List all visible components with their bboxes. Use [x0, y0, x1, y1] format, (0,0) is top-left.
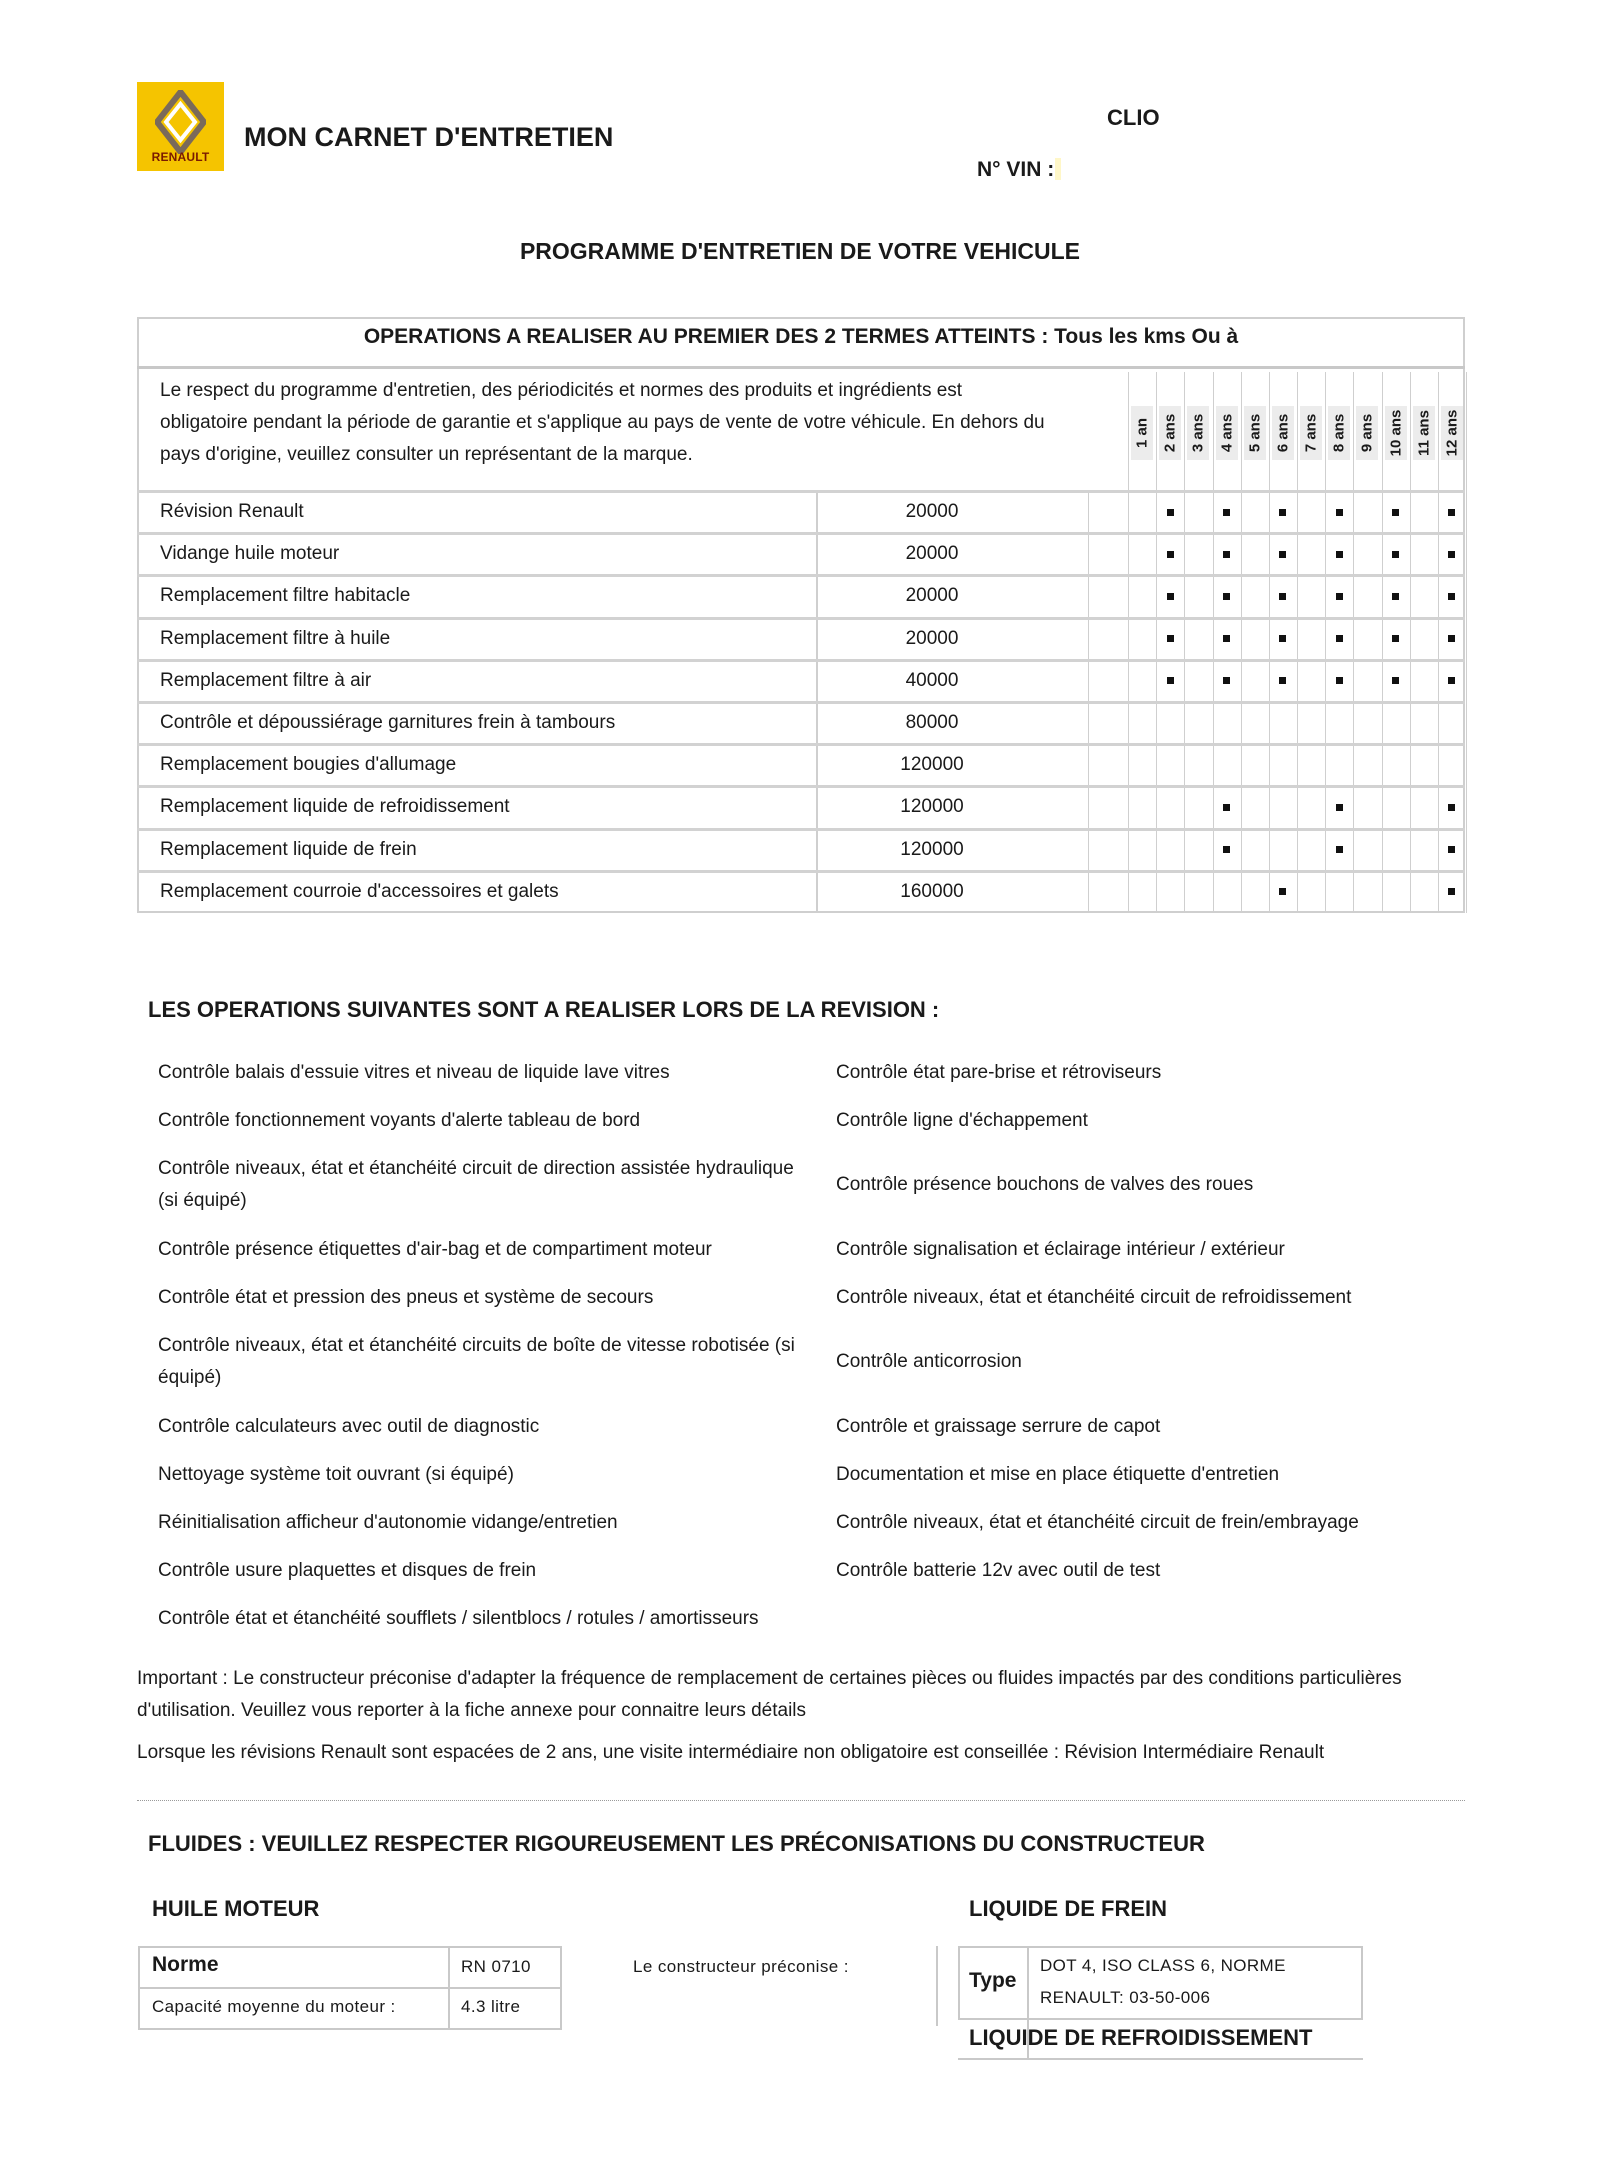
year-header-label: 8 ans — [1330, 413, 1348, 453]
year-header-cell — [1413, 406, 1435, 460]
section-divider — [137, 1800, 1465, 1801]
check-mark — [1167, 677, 1174, 684]
year-header-label: 4 ans — [1218, 413, 1235, 453]
year-header — [1128, 372, 1156, 462]
year-header — [1269, 372, 1297, 462]
year-header-label: 10 ans — [1387, 409, 1405, 457]
check-mark — [1336, 846, 1343, 853]
brake-type-label: Type — [969, 1969, 1017, 1992]
revision-item: Contrôle batterie 12v avec outil de test — [836, 1560, 1161, 1581]
year-header-label: 6 ans — [1274, 413, 1292, 453]
check-mark — [1336, 551, 1343, 558]
operation-km: 120000 — [900, 754, 964, 776]
operation-km: 160000 — [900, 880, 964, 902]
year-header-cell — [1244, 406, 1266, 460]
operation-label: Vidange huile moteur — [160, 543, 340, 565]
revision-title: LES OPERATIONS SUIVANTES SONT A REALISER LORS DE LA REVISION : — [148, 997, 940, 1022]
revision-item: Contrôle niveaux, état et étanchéité circuits de boîte de vitesse robotisée (si équipé) — [158, 1335, 795, 1388]
check-mark — [1448, 509, 1455, 516]
year-header — [1213, 372, 1241, 462]
program-title: PROGRAMME D'ENTRETIEN DE VOTRE VEHICULE — [519, 238, 1081, 264]
check-mark — [1336, 635, 1343, 642]
operation-label: Remplacement filtre habitacle — [160, 585, 411, 607]
year-header — [1410, 372, 1438, 462]
operation-km: 20000 — [905, 501, 959, 522]
document-title: MON CARNET D'ENTRETIEN — [244, 122, 614, 152]
check-mark — [1392, 509, 1399, 516]
year-header — [1438, 372, 1466, 462]
vin-field[interactable] — [1055, 158, 1061, 180]
oil-recommend-label: Le constructeur préconise : — [633, 1957, 849, 1976]
year-header-cell — [1187, 406, 1209, 460]
operation-label: Remplacement courroie d'accessoires et galets — [160, 880, 559, 902]
operation-km: 20000 — [905, 543, 959, 565]
year-header — [1184, 372, 1212, 462]
year-header — [1325, 372, 1353, 462]
brake-type-value-1: DOT 4, ISO CLASS 6, NORME — [1040, 1956, 1286, 1975]
operation-label: Remplacement liquide de refroidissement — [160, 796, 510, 818]
oil-capacity-label: Capacité moyenne du moteur : — [152, 1997, 396, 2016]
check-mark — [1167, 593, 1174, 600]
revision-item: Contrôle niveaux, état et étanchéité circuit de direction assistée hydraulique (si équipé) — [158, 1158, 794, 1211]
operation-km: 120000 — [900, 838, 964, 860]
check-mark — [1392, 635, 1399, 642]
brake-type-value-2: RENAULT: 03-50-006 — [1040, 1988, 1211, 2007]
check-mark — [1336, 677, 1343, 684]
year-header-label: 2 ans — [1161, 413, 1179, 453]
year-header-label: 3 ans — [1189, 413, 1207, 453]
check-mark — [1448, 846, 1455, 853]
oil-norm-value: RN 0710 — [461, 1957, 531, 1976]
check-mark — [1223, 593, 1230, 600]
check-mark — [1223, 804, 1230, 811]
check-mark — [1167, 551, 1174, 558]
engine-oil-row-divider — [138, 1987, 562, 1989]
check-mark — [1223, 846, 1230, 853]
year-header — [1297, 372, 1325, 462]
coolant-underline — [958, 2058, 1363, 2060]
operation-km: 120000 — [900, 796, 964, 818]
year-header — [1353, 372, 1381, 462]
check-mark — [1279, 677, 1286, 684]
year-header-cell — [1272, 406, 1294, 460]
revision-item: Contrôle et graissage serrure de capot — [836, 1416, 1161, 1437]
year-header-label: 9 ans — [1358, 413, 1376, 453]
operation-km: 80000 — [905, 712, 959, 733]
check-mark — [1167, 509, 1174, 516]
fluids-title: FLUIDES : VEUILLEZ RESPECTER RIGOUREUSEMENT LES PRÉCONISATIONS DU CONSTRUCTEUR — [148, 1831, 1205, 1856]
important-note: Important : Le constructeur préconise d'adapter la fréquence de remplacement de certaines pièces ou fluides impactés par des conditions particulières d'utilisation. Veuillez vous reporter à la fiche annexe pour connaitre leurs détails — [137, 1668, 1402, 1721]
revision-item: Contrôle anticorrosion — [836, 1351, 1022, 1372]
check-mark — [1448, 635, 1455, 642]
year-header-label: 12 ans — [1443, 409, 1461, 457]
check-mark — [1279, 635, 1286, 642]
renault-diamond-icon — [155, 90, 206, 154]
check-mark — [1336, 593, 1343, 600]
year-header — [1382, 372, 1410, 462]
row-divider — [137, 490, 1465, 493]
revision-item: Contrôle état et étanchéité soufflets / silentblocs / rotules / amortisseurs — [158, 1608, 759, 1629]
renault-logo — [137, 82, 224, 171]
operation-label: Révision Renault — [160, 501, 304, 522]
check-mark — [1392, 551, 1399, 558]
year-header-cell — [1385, 406, 1407, 460]
operation-km: 20000 — [905, 585, 959, 607]
intro-line: Le respect du programme d'entretien, des périodicités et normes des produits et ingrédients est — [160, 380, 963, 401]
revision-item: Contrôle présence étiquettes d'air-bag et de compartiment moteur — [158, 1239, 712, 1260]
check-mark — [1223, 509, 1230, 516]
year-header-label: 1 an — [1133, 417, 1151, 449]
grid-col-line — [1466, 372, 1467, 913]
intermediate-note: Lorsque les révisions Renault sont espacées de 2 ans, une visite intermédiaire non obligatoire est conseillée : Révision Intermédiaire Renault — [137, 1742, 1325, 1763]
operation-label: Remplacement filtre à huile — [160, 627, 391, 649]
brake-fluid-title: LIQUIDE DE FREIN — [969, 1896, 1168, 1921]
check-mark — [1392, 593, 1399, 600]
check-mark — [1279, 551, 1286, 558]
revision-item: Contrôle état pare-brise et rétroviseurs — [836, 1062, 1162, 1083]
revision-item: Réinitialisation afficheur d'autonomie vidange/entretien — [158, 1512, 618, 1533]
revision-item: Contrôle fonctionnement voyants d'alerte tableau de bord — [158, 1110, 641, 1131]
coolant-title: LIQUIDE DE REFROIDISSEMENT — [969, 2025, 1313, 2050]
year-header-cell — [1441, 406, 1463, 460]
year-header-cell — [1131, 406, 1153, 460]
operation-km: 40000 — [905, 669, 959, 691]
check-mark — [1448, 804, 1455, 811]
year-header-label: 5 ans — [1246, 413, 1264, 453]
check-mark — [1392, 677, 1399, 684]
vehicle-model: CLIO — [1107, 105, 1160, 130]
engine-oil-col-divider — [448, 1946, 450, 2030]
year-header-cell — [1300, 406, 1322, 460]
revision-item: Contrôle usure plaquettes et disques de frein — [158, 1560, 537, 1581]
maintenance-table-heading: OPERATIONS A REALISER AU PREMIER DES 2 TERMES ATTEINTS : Tous les kms Ou à — [137, 317, 1465, 369]
check-mark — [1448, 888, 1455, 895]
revision-item: Contrôle ligne d'échappement — [836, 1110, 1088, 1131]
oil-recommend-border — [936, 1946, 938, 2026]
revision-item: Contrôle niveaux, état et étanchéité circuit de frein/embrayage — [836, 1512, 1359, 1533]
oil-norm-label: Norme — [152, 1953, 219, 1976]
revision-item: Contrôle balais d'essuie vitres et niveau de liquide lave vitres — [158, 1062, 670, 1083]
intro-line: obligatoire pendant la période de garantie et s'applique au pays de vente de votre véhicule. En dehors du — [160, 412, 1045, 433]
check-mark — [1448, 551, 1455, 558]
check-mark — [1448, 593, 1455, 600]
check-mark — [1223, 635, 1230, 642]
oil-capacity-value: 4.3 litre — [461, 1997, 521, 2016]
check-mark — [1448, 677, 1455, 684]
operation-label: Remplacement bougies d'allumage — [160, 754, 457, 776]
engine-oil-title: HUILE MOTEUR — [152, 1896, 320, 1921]
check-mark — [1336, 804, 1343, 811]
vin-label: N° VIN : — [977, 158, 1055, 181]
year-header — [1241, 372, 1269, 462]
logo-brand-text: RENAULT — [151, 150, 210, 164]
check-mark — [1279, 888, 1286, 895]
operation-label: Remplacement filtre à air — [160, 669, 372, 691]
year-header-cell — [1356, 406, 1378, 460]
operation-label: Remplacement liquide de frein — [160, 838, 417, 860]
revision-item: Contrôle calculateurs avec outil de diagnostic — [158, 1416, 540, 1437]
year-header-cell — [1159, 406, 1181, 460]
maintenance-intro — [160, 375, 1090, 471]
revision-item: Documentation et mise en place étiquette d'entretien — [836, 1464, 1280, 1485]
check-mark — [1279, 509, 1286, 516]
intro-line: pays d'origine, veuillez consulter un représentant de la marque. — [160, 444, 693, 465]
year-header-cell — [1328, 406, 1350, 460]
check-mark — [1167, 635, 1174, 642]
year-header — [1156, 372, 1184, 462]
year-header-label: 7 ans — [1302, 413, 1320, 453]
year-header-label: 11 ans — [1415, 410, 1433, 456]
check-mark — [1279, 593, 1286, 600]
revision-item: Contrôle niveaux, état et étanchéité circuit de refroidissement — [836, 1287, 1352, 1308]
year-header-cell — [1216, 406, 1238, 460]
operation-km: 20000 — [905, 627, 959, 649]
revision-item: Contrôle présence bouchons de valves des roues — [836, 1174, 1254, 1195]
check-mark — [1223, 677, 1230, 684]
revision-item: Contrôle état et pression des pneus et système de secours — [158, 1287, 654, 1308]
check-mark — [1336, 509, 1343, 516]
operation-label: Contrôle et dépoussiérage garnitures frein à tambours — [160, 712, 616, 733]
check-mark — [1223, 551, 1230, 558]
revision-item: Contrôle signalisation et éclairage intérieur / extérieur — [836, 1239, 1285, 1260]
revision-item: Nettoyage système toit ouvrant (si équipé) — [158, 1464, 514, 1485]
